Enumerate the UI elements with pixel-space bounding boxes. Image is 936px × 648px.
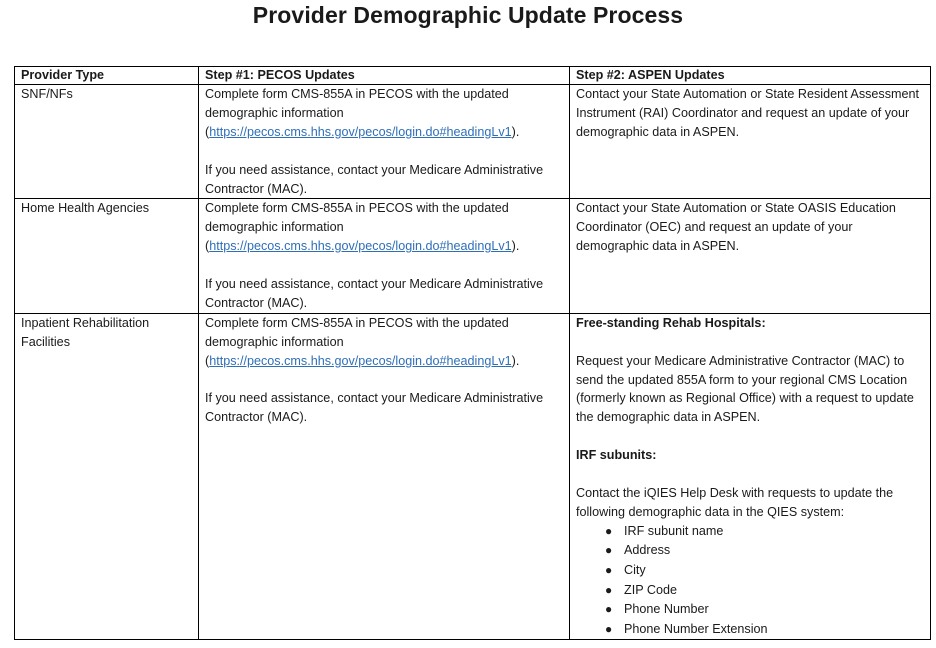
assist-text: If you need assistance, contact your Medicare Administrative Contractor (MAC). [205,277,544,310]
paren-close: ). [511,124,520,139]
bullet-icon: ● [605,523,613,538]
provider-type-cell: SNF/NFs [15,85,199,199]
provider-type-cell: Inpatient Rehabilitation Facilities [15,313,199,639]
list-item: ● ZIP Code [576,581,924,601]
header-step1: Step #1: PECOS Updates [199,67,570,85]
irf-subunits-text: Contact the iQIES Help Desk with requests to update the following demographic data in the QIES system: [576,485,894,519]
list-item: ● IRF subunit name [576,522,924,542]
step2-cell [570,313,931,639]
table-row [15,199,931,313]
bullet-icon: ● [605,543,613,558]
assist-text: If you need assistance, contact your Medicare Administrative Contractor (MAC). [205,162,544,196]
step1-text: Complete form CMS-855A in PECOS with the updated demographic information [205,315,509,349]
paren-close: ). [511,239,520,254]
pecos-link[interactable]: https://pecos.cms.hhs.gov/pecos/login.do#headingLv1 [209,353,512,368]
step1-cell [199,313,570,639]
assist-text: If you need assistance, contact your Medicare Administrative Contractor (MAC). [205,391,544,425]
bullet-icon: ● [605,562,613,577]
list-item: ● City [576,561,924,581]
table-row [15,85,931,199]
irf-subunits-heading: IRF subunits: [576,448,657,463]
paren-open: ( [205,353,210,368]
demographic-fields-list [576,522,924,640]
paren-close: ). [511,353,520,368]
step1-cell [199,85,570,199]
step2-cell: Contact your State Automation or State OASIS Education Coordinator (OEC) and request an update of your demographic data in ASPEN. [570,199,931,313]
bullet-icon: ● [605,582,613,597]
paren-open: ( [205,124,210,139]
bullet-icon: ● [605,602,613,617]
freestanding-heading: Free-standing Rehab Hospitals: [576,315,766,330]
page-title: Provider Demographic Update Process [252,2,684,28]
step2-cell: Contact your State Automation or State Resident Assessment Instrument (RAI) Coordinator and request an update of your demographic data in ASPEN. [570,85,931,199]
list-item: ● Phone Number Extension [576,620,924,640]
table-header-row [15,67,931,85]
freestanding-text: Request your Medicare Administrative Contractor (MAC) to send the updated 855A form to your regional CMS Location (formerly known as Regional Office) with a request to update the demographic data in ASPEN. [576,353,914,425]
bullet-icon: ● [605,621,613,636]
header-provider-type: Provider Type [15,67,199,85]
table-row [15,313,931,639]
step1-cell [199,199,570,313]
demographic-update-table [14,66,931,640]
header-step2: Step #2: ASPEN Updates [570,67,931,85]
provider-type-cell: Home Health Agencies [15,199,199,313]
list-item: ● Address [576,541,924,561]
paren-open: ( [205,239,210,254]
step1-text: Complete form CMS-855A in PECOS with the updated demographic information [205,201,509,235]
pecos-link[interactable]: https://pecos.cms.hhs.gov/pecos/login.do#headingLv1 [209,239,512,254]
list-item: ● Phone Number [576,600,924,620]
pecos-link[interactable]: https://pecos.cms.hhs.gov/pecos/login.do#headingLv1 [209,124,512,139]
step1-text: Complete form CMS-855A in PECOS with the updated demographic information [205,87,509,120]
